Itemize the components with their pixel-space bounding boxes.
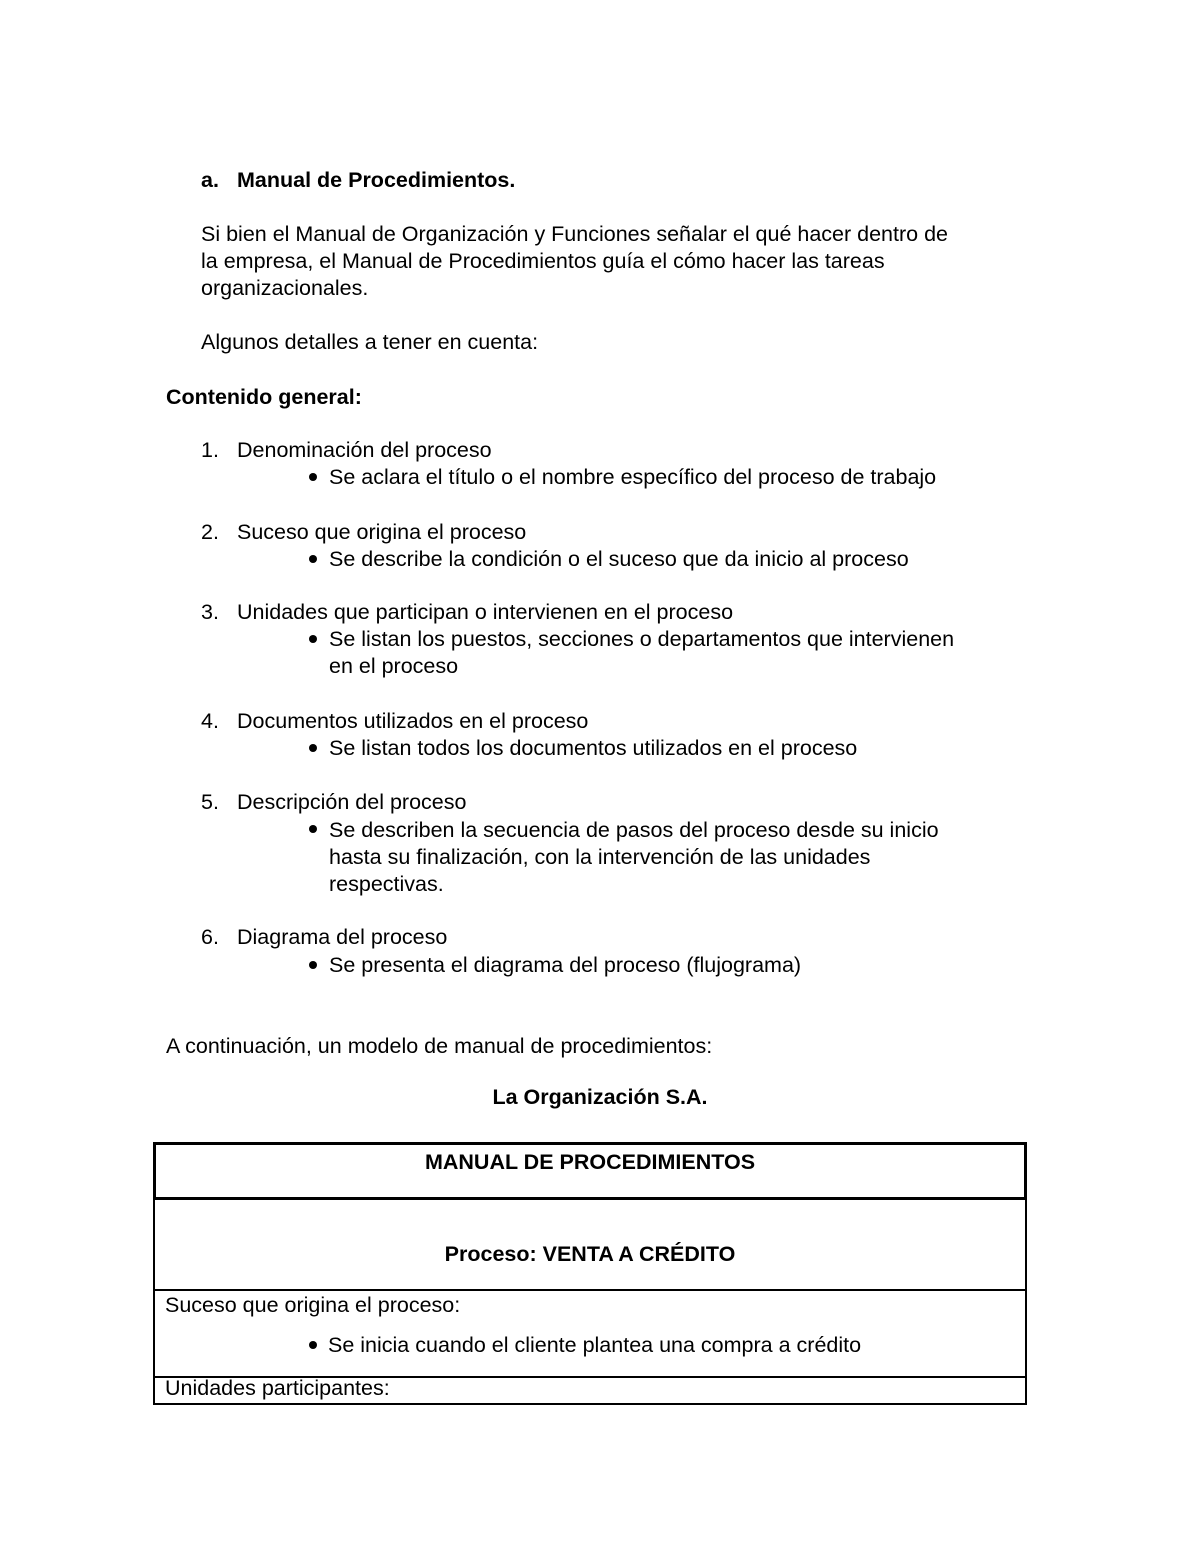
table-title-cell	[153, 1142, 1027, 1200]
list-item-bullet: Se describen la secuencia de pasos del proceso desde su inicio	[329, 818, 939, 842]
table-process-cell	[153, 1200, 1027, 1289]
section-marker: a.	[201, 168, 219, 192]
bullet-icon	[309, 473, 317, 481]
bullet-icon	[309, 635, 317, 643]
procedure-table	[153, 1142, 1027, 1405]
list-item-bullet: Se presenta el diagrama del proceso (flujograma)	[329, 953, 802, 977]
intro-line-2: la empresa, el Manual de Procedimientos guía el cómo hacer las tareas	[201, 249, 885, 273]
list-item-bullet-cont: en el proceso	[329, 654, 459, 678]
list-item-title: Descripción del proceso	[237, 790, 467, 814]
bullet-icon	[309, 961, 317, 969]
table-unidades-cell	[153, 1377, 1027, 1405]
details-text: Algunos detalles a tener en cuenta:	[201, 330, 539, 354]
intro-line-1: Si bien el Manual de Organización y Funciones señalar el qué hacer dentro de	[201, 222, 948, 246]
bullet-icon	[309, 1341, 317, 1349]
list-item-title: Suceso que origina el proceso	[237, 520, 527, 544]
table-suceso-cell	[153, 1289, 1027, 1378]
list-item-number: 3.	[201, 600, 219, 624]
list-item-bullet: Se describe la condición o el suceso que da inicio al proceso	[329, 547, 909, 571]
contenido-heading: Contenido general:	[166, 385, 362, 409]
bullet-icon	[309, 744, 317, 752]
list-item-number: 1.	[201, 438, 219, 462]
suceso-bullet: Se inicia cuando el cliente plantea una compra a crédito	[328, 1333, 862, 1357]
unidades-label: Unidades participantes:	[165, 1376, 390, 1400]
bullet-icon	[309, 825, 317, 833]
intro-line-3: organizacionales.	[201, 276, 369, 300]
list-item-number: 2.	[201, 520, 219, 544]
list-item-number: 4.	[201, 709, 219, 733]
list-item-number: 5.	[201, 790, 219, 814]
company-name: La Organización S.A.	[492, 1085, 708, 1109]
list-item-title: Documentos utilizados en el proceso	[237, 709, 589, 733]
list-item-title: Unidades que participan o intervienen en el proceso	[237, 600, 734, 624]
list-item-number: 6.	[201, 925, 219, 949]
modelo-intro: A continuación, un modelo de manual de procedimientos:	[166, 1034, 713, 1058]
list-item-title: Denominación del proceso	[237, 438, 492, 462]
suceso-label: Suceso que origina el proceso:	[165, 1293, 461, 1317]
table-title: MANUAL DE PROCEDIMIENTOS	[424, 1150, 756, 1174]
list-item-bullet: Se listan todos los documentos utilizados en el proceso	[329, 736, 858, 760]
list-item-bullet-cont: hasta su finalización, con la intervención de las unidades	[329, 845, 871, 869]
list-item-bullet-cont: respectivas.	[329, 872, 444, 896]
process-name: Proceso: VENTA A CRÉDITO	[444, 1242, 736, 1266]
bullet-icon	[309, 555, 317, 563]
list-item-bullet: Se aclara el título o el nombre específico del proceso de trabajo	[329, 465, 937, 489]
section-title: Manual de Procedimientos.	[237, 168, 516, 192]
list-item-title: Diagrama del proceso	[237, 925, 448, 949]
list-item-bullet: Se listan los puestos, secciones o departamentos que intervienen	[329, 627, 955, 651]
